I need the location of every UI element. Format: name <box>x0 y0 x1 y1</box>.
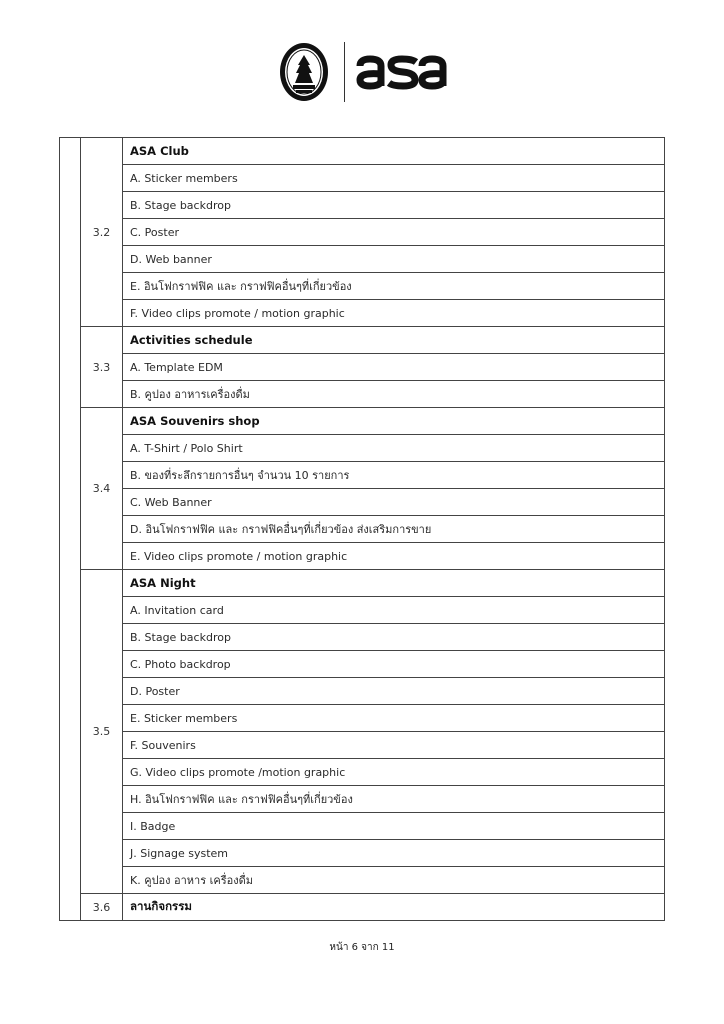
item-text: A. Template EDM <box>130 360 223 374</box>
asa-seal-logo <box>279 41 329 103</box>
item-cell <box>123 786 665 813</box>
item-cell <box>123 867 665 894</box>
scope-table <box>59 137 665 921</box>
item-cell <box>123 435 665 462</box>
section-row <box>60 138 665 165</box>
item-row <box>60 624 665 651</box>
item-row <box>60 705 665 732</box>
section-title-cell <box>123 327 665 354</box>
section-title: ASA Club <box>130 144 189 158</box>
page-number: หน้า 6 จาก 11 <box>329 942 395 953</box>
item-text: E. อินโฟกราฟฟิค และ กราฟฟิคอื่นๆที่เกี่ยวข้อง <box>130 280 352 293</box>
item-text: K. คูปอง อาหาร เครื่องดื่ม <box>130 874 254 887</box>
item-row <box>60 300 665 327</box>
item-cell <box>123 813 665 840</box>
outer-margin-cell <box>60 138 81 921</box>
item-text: H. อินโฟกราฟฟิค และ กราฟฟิคอื่นๆที่เกี่ยวข้อง <box>130 793 353 806</box>
item-cell <box>123 516 665 543</box>
item-text: J. Signage system <box>130 846 228 860</box>
item-text: B. Stage backdrop <box>130 198 231 212</box>
header-divider <box>344 42 345 102</box>
item-cell <box>123 597 665 624</box>
section-title: ASA Night <box>130 576 196 590</box>
item-row <box>60 489 665 516</box>
item-row <box>60 759 665 786</box>
item-cell <box>123 624 665 651</box>
section-row <box>60 408 665 435</box>
section-number: 3.5 <box>81 570 123 894</box>
section-row <box>60 894 665 921</box>
item-row <box>60 435 665 462</box>
item-row <box>60 867 665 894</box>
item-text: I. Badge <box>130 819 176 833</box>
item-text: A. Invitation card <box>130 603 224 617</box>
section-title-cell <box>123 570 665 597</box>
section-number: 3.4 <box>81 408 123 570</box>
item-text: D. อินโฟกราฟฟิค และ กราฟฟิคอื่นๆที่เกี่ยวข้อง ส่งเสริมการขาย <box>130 523 432 536</box>
item-cell <box>123 489 665 516</box>
section-title-cell <box>123 894 665 921</box>
item-text: E. Video clips promote / motion graphic <box>130 549 348 563</box>
item-cell <box>123 732 665 759</box>
item-text: G. Video clips promote /motion graphic <box>130 765 346 779</box>
section-row <box>60 570 665 597</box>
asa-brand-logo <box>356 44 448 96</box>
item-row <box>60 381 665 408</box>
item-text: F. Video clips promote / motion graphic <box>130 306 345 320</box>
item-cell <box>123 354 665 381</box>
item-text: D. Poster <box>130 684 180 698</box>
item-row <box>60 813 665 840</box>
item-row <box>60 516 665 543</box>
section-number: 3.6 <box>81 894 123 921</box>
section-number: 3.3 <box>81 327 123 408</box>
item-row <box>60 219 665 246</box>
item-row <box>60 246 665 273</box>
item-cell <box>123 543 665 570</box>
item-cell <box>123 273 665 300</box>
item-row <box>60 651 665 678</box>
item-row <box>60 192 665 219</box>
section-title-cell <box>123 138 665 165</box>
section-title: ลานกิจกรรม <box>130 899 192 913</box>
item-cell <box>123 192 665 219</box>
section-title: Activities schedule <box>130 333 253 347</box>
section-title-cell <box>123 408 665 435</box>
section-title: ASA Souvenirs shop <box>130 414 260 428</box>
item-cell <box>123 219 665 246</box>
item-row <box>60 732 665 759</box>
page-footer <box>0 940 724 955</box>
item-row <box>60 165 665 192</box>
item-row <box>60 354 665 381</box>
item-row <box>60 273 665 300</box>
item-text: A. Sticker members <box>130 171 238 185</box>
item-text: F. Souvenirs <box>130 738 196 752</box>
item-cell <box>123 381 665 408</box>
item-row <box>60 597 665 624</box>
item-text: A. T-Shirt / Polo Shirt <box>130 441 243 455</box>
item-row <box>60 678 665 705</box>
item-text: B. ของที่ระลึกรายการอื่นๆ จำนวน 10 รายการ <box>130 469 350 482</box>
item-text: B. Stage backdrop <box>130 630 231 644</box>
item-text: B. คูปอง อาหารเครื่องดื่ม <box>130 388 250 401</box>
item-text: E. Sticker members <box>130 711 238 725</box>
section-number: 3.2 <box>81 138 123 327</box>
item-cell <box>123 840 665 867</box>
item-text: C. Photo backdrop <box>130 657 231 671</box>
item-cell <box>123 651 665 678</box>
item-text: C. Web Banner <box>130 495 212 509</box>
section-row <box>60 327 665 354</box>
item-cell <box>123 300 665 327</box>
item-cell <box>123 462 665 489</box>
item-row <box>60 786 665 813</box>
item-text: C. Poster <box>130 225 179 239</box>
item-cell <box>123 759 665 786</box>
item-row <box>60 543 665 570</box>
item-cell <box>123 678 665 705</box>
item-row <box>60 462 665 489</box>
item-row <box>60 840 665 867</box>
document-header <box>0 0 724 120</box>
item-text: D. Web banner <box>130 252 212 266</box>
item-cell <box>123 246 665 273</box>
item-cell <box>123 705 665 732</box>
item-cell <box>123 165 665 192</box>
